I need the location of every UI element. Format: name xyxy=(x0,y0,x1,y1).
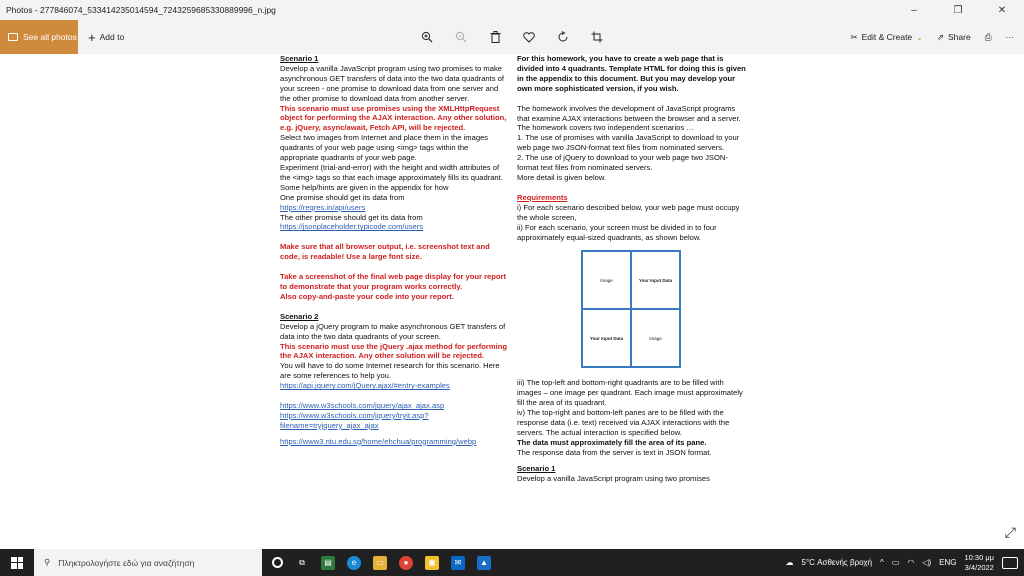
quadrant-top-left: Image xyxy=(582,251,631,309)
spacer xyxy=(280,391,508,401)
add-to-label: Add to xyxy=(99,32,125,42)
see-all-photos-button[interactable] xyxy=(0,20,78,54)
document-paragraph: This scenario must use the jQuery .ajax method for performing the AJAX interaction. Any other solution will be rejected. xyxy=(280,341,508,361)
quadrant-top-right: Your Input Data xyxy=(631,251,680,309)
document-paragraph: The other promise should get its data from xyxy=(280,212,423,222)
more-options-button[interactable]: ··· xyxy=(1005,32,1014,42)
document-paragraph: Also copy-and-paste your code into your report. xyxy=(280,291,454,301)
windows-logo-icon xyxy=(11,557,23,569)
close-button[interactable]: ✕ xyxy=(997,4,1007,16)
expand-icon[interactable]: ⤢ xyxy=(1004,524,1016,540)
plus-icon: + xyxy=(88,29,96,45)
document-link: https://api.jquery.com/jQuery.ajax/#entry-examples xyxy=(280,381,450,391)
document-paragraph: Select two images from Internet and place them in the images quadrants of your web page using <img> tags within the appropriate quadrants of your web page. xyxy=(280,133,489,163)
print-icon: ⎙ xyxy=(984,31,992,42)
share-button[interactable] xyxy=(937,32,971,43)
language-indicator[interactable]: ENG xyxy=(939,558,957,567)
cortana-icon[interactable] xyxy=(272,557,283,568)
document-paragraph: Some help/hints are given in the appendix for how xyxy=(280,182,449,192)
weather-icon: ☁ xyxy=(785,558,794,567)
quadrant-bottom-left: Your Input Data xyxy=(582,309,631,367)
document-paragraph: Experiment (trial-and-error) with the height and width attributes of the <img> tags so that each image approximately fills its quadrant. xyxy=(280,162,503,182)
tray-chevron-icon[interactable]: ^ xyxy=(880,558,884,567)
edit-create-button[interactable] xyxy=(850,32,922,43)
document-link: https://www.w3schools.com/jquery/ajax_ajax.asp xyxy=(280,401,445,411)
requirement-4: iv) The top-right and bottom-left panes are to be filled with the response data (i.e. text) received via AJAX interactions with the servers. The actual interaction is specified below. xyxy=(517,408,730,437)
favorite-heart-icon[interactable] xyxy=(522,30,536,44)
taskbar-search[interactable] xyxy=(34,549,262,576)
title-bar xyxy=(0,0,1024,20)
share-label: Share xyxy=(948,32,971,42)
document-paragraph: Develop a jQuery program to make asynchronous GET transfers of data into the two data quadrants of your screen. xyxy=(280,321,506,341)
delete-icon[interactable] xyxy=(488,30,502,44)
clock-date: 3/4/2022 xyxy=(964,562,994,572)
spacer xyxy=(517,183,747,193)
mail-icon[interactable]: ✉ xyxy=(451,556,465,570)
search-placeholder: Πληκτρολογήστε εδώ για αναζήτηση xyxy=(58,557,195,568)
volume-icon[interactable]: ◁) xyxy=(922,558,932,567)
right-column xyxy=(517,54,747,483)
crop-icon[interactable] xyxy=(590,30,604,44)
rotate-icon[interactable] xyxy=(556,30,570,44)
clock[interactable] xyxy=(965,553,995,573)
spacer xyxy=(280,262,508,272)
quadrant-bottom-right: Image xyxy=(631,309,680,367)
document-paragraph: Make sure that all browser output, i.e. screenshot text and code, is readable! Use a large font size. xyxy=(280,242,490,262)
window-title: Photos - 277846074_533414235014594_7243259685330889996_n.jpg xyxy=(6,5,276,15)
zoom-in-icon[interactable] xyxy=(420,30,434,44)
start-button[interactable] xyxy=(0,549,34,576)
requirement-2: ii) For each scenario, your screen must be divided in to four approximately equal-sized quadrants, as shown below. xyxy=(517,222,717,242)
spacer xyxy=(280,232,508,242)
chevron-down-icon: ⌄ xyxy=(916,32,923,42)
task-view-icon[interactable]: ⧉ xyxy=(299,557,305,567)
right-tools xyxy=(850,20,1014,54)
requirements-title: Requirements xyxy=(517,192,568,202)
file-explorer-icon[interactable]: ▭ xyxy=(373,556,387,570)
document-paragraph: Develop a vanilla JavaScript program using two promises to make asynchronous GET transfers of data into the two data quadrants of your screen - one promise to download data from one server and the other promise to download data from another server. xyxy=(280,63,505,103)
document-paragraph: Scenario 1 xyxy=(280,54,319,63)
network-icon[interactable]: ▭ xyxy=(891,558,900,567)
document-paragraph: You will have to do some Internet research for this scenario. Here are some references to help you. xyxy=(280,361,500,381)
app-icon[interactable]: ▤ xyxy=(321,556,335,570)
document-paragraph: This scenario must use promises using the XMLHttpRequest object for performing the AJAX interaction. Any other solution, e.g. jQuery, async/await, Fetch API, will be rejected. xyxy=(280,103,507,133)
homework-body-2: 1. The use of promises with vanilla JavaScript to download to your web page two JSON-format text files from nominated servers. xyxy=(517,133,740,153)
restore-button[interactable]: ❐ xyxy=(953,4,963,16)
see-all-photos-label: See all photos xyxy=(23,32,77,42)
homework-body-3: 2. The use of jQuery to download to your web page two JSON-format text files from nominated servers. xyxy=(517,153,728,173)
homework-body-4: More detail is given below. xyxy=(517,172,607,182)
document-link: https://www3.ntu.edu.sg/home/ehchua/programming/webp xyxy=(280,436,477,446)
share-icon: ⇗ xyxy=(936,31,944,42)
edge-browser-icon[interactable]: e xyxy=(347,556,361,570)
edit-icon: ✂ xyxy=(850,31,858,42)
scenario-1-title: Scenario 1 xyxy=(517,463,556,473)
add-to-button[interactable] xyxy=(88,31,124,44)
left-column xyxy=(280,54,508,447)
system-tray xyxy=(786,549,1024,576)
homework-body-1: The homework involves the development of JavaScript programs that examine AJAX interactions between the browser and a server. The homework covers two independent scenarios … xyxy=(517,103,741,133)
quadrant-diagram xyxy=(581,250,681,368)
weather-text[interactable]: 5°C Ασθενής βροχή xyxy=(801,558,873,567)
photos-icon xyxy=(8,33,18,41)
taskbar-apps xyxy=(272,549,491,576)
center-tools xyxy=(420,20,604,54)
chrome-icon[interactable]: ● xyxy=(399,556,413,570)
zoom-out-icon[interactable] xyxy=(454,30,468,44)
document-link: https://reqres.in/api/users xyxy=(280,202,366,212)
document-link: https://www.w3schools.com/jquery/tryit.asp?filename=tryjquery_ajax_ajax xyxy=(280,411,429,430)
photos-app-icon[interactable]: ▲ xyxy=(477,556,491,570)
requirement-4-format: The response data from the server is text in JSON format. xyxy=(517,447,712,457)
requirement-4-note: The data must approximately fill the area of its pane. xyxy=(517,437,707,447)
notification-icon[interactable] xyxy=(1002,557,1018,569)
homework-intro: For this homework, you have to create a web page that is divided into 4 quadrants. Template HTML for doing this is given in the appendix to this document. But you may develop your own more sophisticated version, if you wish. xyxy=(517,54,746,93)
spacer xyxy=(517,368,747,378)
document-image xyxy=(276,54,752,524)
document-link: https://jsonplaceholder.typicode.com/users xyxy=(280,222,424,232)
document-paragraph: Take a screenshot of the final web page display for your report to demonstrate that your program works correctly. xyxy=(280,272,507,292)
document-paragraph: Scenario 2 xyxy=(280,311,319,321)
taskbar xyxy=(0,549,1024,576)
edit-create-label: Edit & Create xyxy=(861,32,913,42)
print-button[interactable] xyxy=(985,32,992,43)
search-icon: ⚲ xyxy=(44,557,51,567)
clock-time: 10:30 μμ xyxy=(964,552,994,562)
spacer xyxy=(280,302,508,312)
requirement-1: i) For each scenario described below, your web page must occupy the whole screen, xyxy=(517,202,740,222)
toolbar xyxy=(0,20,1024,54)
scenario-1-text: Develop a vanilla JavaScript program using two promises xyxy=(517,473,710,483)
spacer xyxy=(517,94,747,104)
photo-viewer xyxy=(0,54,1024,549)
document-paragraph: One promise should get its data from xyxy=(280,192,405,202)
requirement-3: iii) The top-left and bottom-right quadrants are to be filled with images – one image per quadrant. Each image must approximately fill the area of its quadrant. xyxy=(517,378,743,408)
store-icon[interactable]: ▣ xyxy=(425,556,439,570)
minimize-button[interactable]: – xyxy=(911,4,917,16)
wifi-icon[interactable]: ◠ xyxy=(907,558,915,567)
